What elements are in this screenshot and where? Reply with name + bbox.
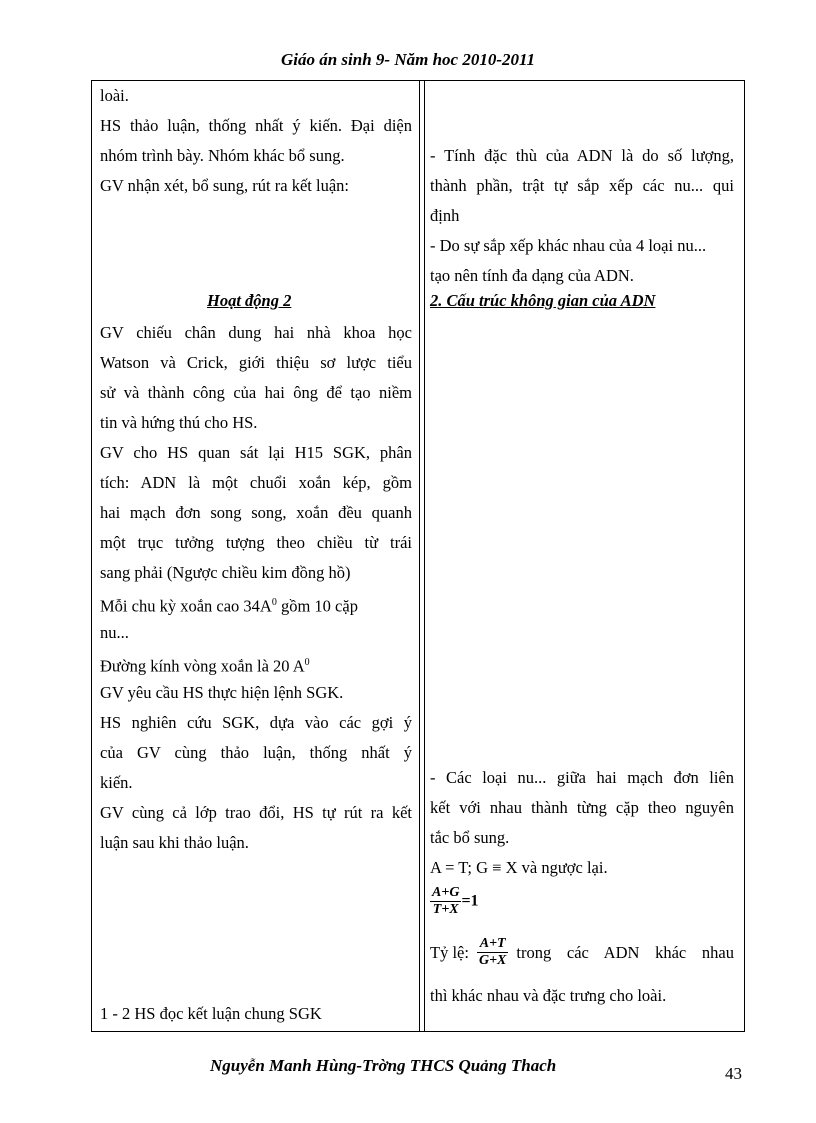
activity-heading: Hoạt động 2	[207, 291, 292, 310]
fraction-denominator: G+X	[478, 953, 507, 968]
text-line: GV nhận xét, bổ sung, rút ra kết luận:	[100, 176, 349, 195]
page-header: Giáo án sinh 9- Năm hoc 2010-2011	[280, 50, 536, 69]
text-line: sử và thành công của hai ông để tạo niềm	[100, 383, 412, 402]
text-line: - Do sự sắp xếp khác nhau của 4 loại nu...	[430, 236, 707, 255]
diameter-text: Đường kính vòng xoắn là 20 A	[100, 656, 305, 676]
angstrom-superscript: 0	[271, 597, 277, 608]
column-divider	[419, 81, 420, 1031]
ratio-formula-1	[430, 885, 734, 918]
text-line: - Tính đặc thù của ADN là do số lượng,	[430, 146, 734, 165]
text-line: GV yêu cầu HS thực hiện lệnh SGK.	[100, 683, 344, 702]
text-line: kết với nhau thành từng cặp theo nguyên	[430, 798, 734, 817]
column-divider-inner	[424, 81, 425, 1031]
text-line: HS thảo luận, thống nhất ý kiến. Đại diện	[100, 116, 412, 135]
fraction	[430, 885, 461, 918]
fraction-numerator: A+T	[477, 936, 508, 953]
ratio-line	[430, 936, 734, 969]
cycle-line	[100, 588, 412, 622]
ratio-prefix: Tỷ lệ:	[430, 942, 469, 962]
diameter-line	[100, 648, 412, 682]
text-line: - Các loại nu... giữa hai mạch đơn liên	[430, 768, 734, 787]
cycle-text: Mỗi chu kỳ xoắn cao 34A	[100, 596, 272, 616]
text-line: 1 - 2 HS đọc kết luận chung SGK	[100, 1004, 322, 1023]
text-line: tin và hứng thú cho HS.	[100, 413, 258, 432]
text-line: tắc bổ sung.	[430, 828, 510, 847]
text-line: hai mạch đơn song song, xoắn đều quanh	[100, 503, 412, 522]
text-line: thành phần, trật tự sắp xếp các nu... qui	[430, 176, 734, 195]
text-line: thì khác nhau và đặc trưng cho loài.	[430, 986, 667, 1005]
section-heading: 2. Cấu trúc không gian của ADN	[430, 291, 656, 310]
text-line: GV chiếu chân dung hai nhà khoa học	[100, 323, 412, 342]
text-line: GV cùng cả lớp trao đổi, HS tự rút ra kết	[100, 803, 412, 822]
text-line: nu...	[100, 623, 129, 642]
text-line: A = T; G ≡ X và ngược lại.	[430, 858, 608, 877]
text-line: một trục tưởng tượng theo chiều từ trái	[100, 533, 412, 552]
lesson-table	[91, 80, 745, 1032]
fraction-result: =1	[461, 892, 479, 910]
text-line: nhóm trình bày. Nhóm khác bổ sung.	[100, 146, 345, 165]
ratio-suffix: trong các ADN khác nhau	[516, 942, 734, 962]
text-line: Watson và Crick, giới thiệu sơ lược tiểu	[100, 353, 412, 372]
page-number: 43	[725, 1064, 742, 1083]
cycle-suffix: gồm 10 cặp	[276, 596, 358, 616]
text-line: kiến.	[100, 773, 133, 792]
text-line: loài.	[100, 86, 129, 105]
text-line: tạo nên tính đa dạng của ADN.	[430, 266, 634, 285]
page-footer: Nguyễn Manh Hùng-Trờng THCS Quảng Thach	[210, 1056, 557, 1075]
fraction-numerator: A+G	[432, 885, 460, 900]
text-line: sang phải (Ngược chiều kim đồng hồ)	[100, 563, 351, 582]
text-line: GV cho HS quan sát lại H15 SGK, phân	[100, 443, 412, 462]
fraction-denominator: T+X	[432, 902, 459, 917]
fraction	[477, 936, 508, 969]
text-line: định	[430, 206, 460, 225]
text-line: của GV cùng thảo luận, thống nhất ý	[100, 743, 412, 762]
text-line: tích: ADN là một chuổi xoắn kép, gồm	[100, 473, 412, 492]
angstrom-superscript: 0	[304, 657, 310, 668]
text-line: luận sau khi thảo luận.	[100, 833, 249, 852]
text-line: HS nghiên cứu SGK, dựa vào các gợi ý	[100, 713, 412, 732]
